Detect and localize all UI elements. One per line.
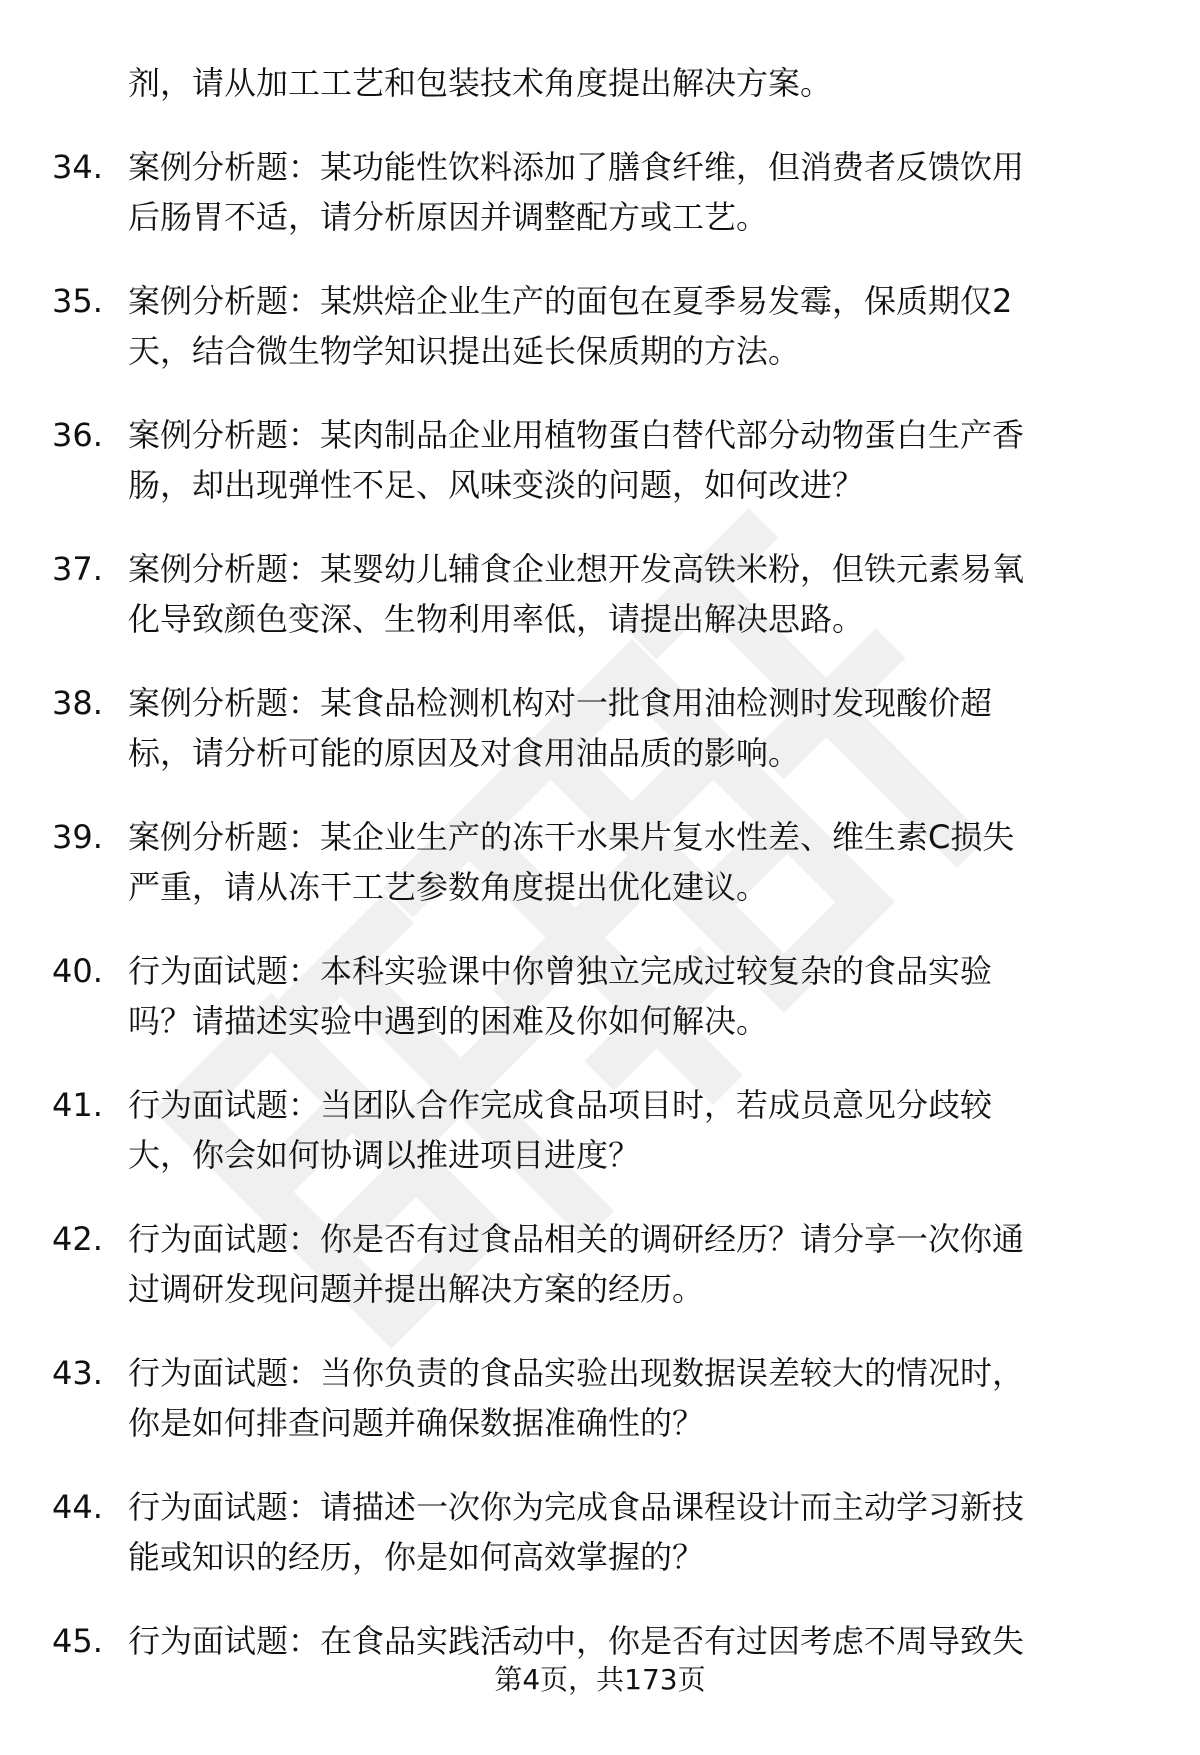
question-item-39	[52, 812, 1152, 946]
question-text	[128, 1214, 1133, 1348]
question-item-43	[52, 1348, 1152, 1482]
question-line: 化导致颜色变深、生物利用率低，请提出解决思路。	[128, 600, 865, 638]
question-line: 天，结合微生物学知识提出延长保质期的方法。	[128, 332, 801, 370]
question-number: 37.	[52, 550, 103, 588]
question-item-37	[52, 544, 1152, 678]
question-line: 案例分析题：某功能性饮料添加了膳食纤维，但消费者反馈饮用	[128, 148, 1025, 186]
question-line: 案例分析题：某食品检测机构对一批食用油检测时发现酸价超	[128, 684, 993, 722]
question-item-35	[52, 276, 1152, 410]
question-line: 你是如何排查问题并确保数据准确性的？	[128, 1404, 705, 1442]
question-line: 后肠胃不适，请分析原因并调整配方或工艺。	[128, 198, 769, 236]
question-line: 案例分析题：某烘焙企业生产的面包在夏季易发霉，保质期仅2	[128, 282, 1013, 320]
question-line: 案例分析题：某婴幼儿辅食企业想开发高铁米粉，但铁元素易氧	[128, 550, 1025, 588]
question-line: 大，你会如何协调以推进项目进度？	[128, 1136, 641, 1174]
question-line: 过调研发现问题并提出解决方案的经历。	[128, 1270, 705, 1308]
question-line: 行为面试题：当团队合作完成食品项目时，若成员意见分歧较	[128, 1086, 993, 1124]
question-text	[128, 1080, 1133, 1214]
question-number: 44.	[52, 1488, 103, 1526]
continued-question-text: 剂，请从加工工艺和包装技术角度提出解决方案。	[128, 64, 833, 102]
question-text	[128, 410, 1133, 544]
question-line: 标，请分析可能的原因及对食用油品质的影响。	[128, 734, 801, 772]
question-number: 34.	[52, 148, 103, 186]
question-item-36	[52, 410, 1152, 544]
question-line: 能或知识的经历，你是如何高效掌握的？	[128, 1538, 705, 1576]
question-line: 吗？请描述实验中遇到的困难及你如何解决。	[128, 1002, 769, 1040]
question-line: 行为面试题：你是否有过食品相关的调研经历？请分享一次你通	[128, 1220, 1025, 1258]
question-number: 42.	[52, 1220, 103, 1258]
question-text	[128, 812, 1133, 946]
question-line: 案例分析题：某肉制品企业用植物蛋白替代部分动物蛋白生产香	[128, 416, 1025, 454]
question-text	[128, 1348, 1133, 1482]
question-number: 36.	[52, 416, 103, 454]
question-line: 行为面试题：当你负责的食品实验出现数据误差较大的情况时，	[128, 1354, 1025, 1392]
question-text	[128, 678, 1133, 812]
question-line: 行为面试题：本科实验课中你曾独立完成过较复杂的食品实验	[128, 952, 993, 990]
question-item-40	[52, 946, 1152, 1080]
question-line: 行为面试题：在食品实践活动中，你是否有过因考虑不周导致失	[128, 1622, 1025, 1660]
question-text	[128, 276, 1133, 410]
question-item-44	[52, 1482, 1152, 1616]
question-number: 39.	[52, 818, 103, 856]
question-number: 38.	[52, 684, 103, 722]
question-number: 35.	[52, 282, 103, 320]
question-text	[128, 544, 1133, 678]
question-item-34	[52, 142, 1152, 276]
question-number: 40.	[52, 952, 103, 990]
question-number: 43.	[52, 1354, 103, 1392]
question-number: 41.	[52, 1086, 103, 1124]
question-line: 案例分析题：某企业生产的冻干水果片复水性差、维生素C损失	[128, 818, 1015, 856]
question-line: 严重，请从冻干工艺参数角度提出优化建议。	[128, 868, 769, 906]
question-text	[128, 142, 1133, 276]
question-number: 45.	[52, 1622, 103, 1660]
question-item-41	[52, 1080, 1152, 1214]
question-list	[52, 142, 1152, 1750]
question-line: 肠，却出现弹性不足、风味变淡的问题，如何改进？	[128, 466, 865, 504]
question-text	[128, 1482, 1133, 1616]
question-item-38	[52, 678, 1152, 812]
question-text	[128, 946, 1133, 1080]
page-number-footer: 第4页，共173页	[494, 1663, 706, 1696]
question-item-42	[52, 1214, 1152, 1348]
question-line: 行为面试题：请描述一次你为完成食品课程设计而主动学习新技	[128, 1488, 1025, 1526]
